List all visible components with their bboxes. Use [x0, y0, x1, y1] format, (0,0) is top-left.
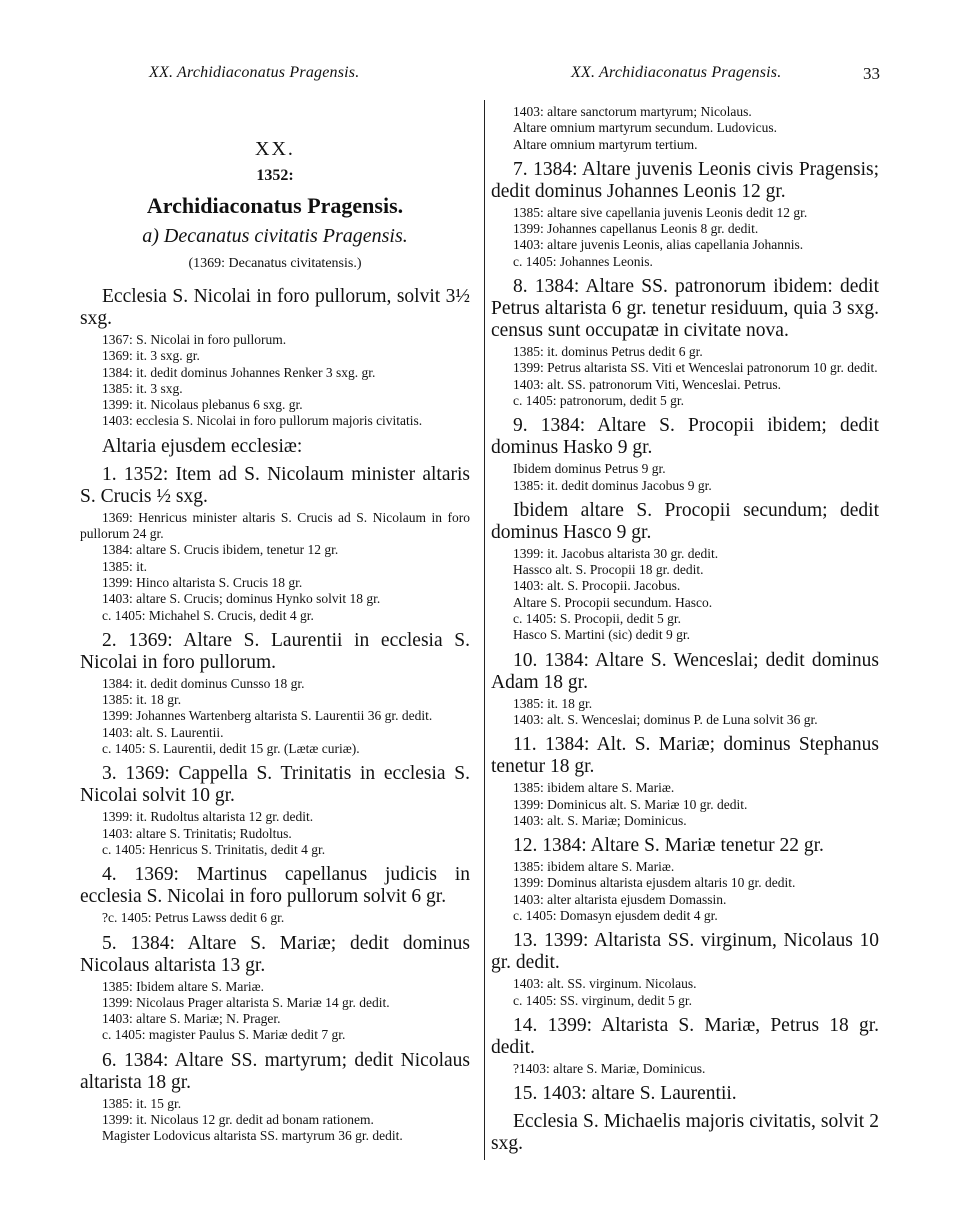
- entry-heading: Ecclesia S. Michaelis majoris civitatis, solvit 2 sxg.: [491, 1111, 879, 1155]
- entry-heading: 9. 1384: Altare S. Procopii ibidem; dedit dominus Hasko 9 gr.: [491, 415, 879, 459]
- entry-line: 1385: it. 18 gr.: [102, 692, 182, 708]
- entry-line: 1399: Johannes capellanus Leonis 8 gr. dedit.: [513, 221, 759, 237]
- entry-heading: Ecclesia S. Nicolai in foro pullorum, solvit 3½ sxg.: [80, 286, 470, 329]
- left-column: [80, 104, 470, 1145]
- entry-line: 1385: it. 18 gr.: [513, 695, 593, 711]
- section-note: (1369: Decanatus civitatensis.): [188, 256, 362, 271]
- entry-line: 1399: Petrus altarista SS. Viti et Wenceslai patronorum 10 gr. dedit.: [513, 360, 878, 376]
- entry-line: 1399: it. Rudoltus altarista 12 gr. dedit.: [102, 809, 314, 825]
- entry-line: 1385: it.: [102, 558, 148, 574]
- entry-heading: 11. 1384: Alt. S. Mariæ; dominus Stephanus tenetur 18 gr.: [491, 734, 879, 778]
- entry-line: 1403: altare S. Crucis; dominus Hynko solvit 18 gr.: [102, 591, 381, 607]
- entry-line: 1403: altare juvenis Leonis, alias capellania Johannis.: [513, 237, 804, 253]
- entry-line: 1384: it. dedit dominus Johannes Renker 3 sxg. gr.: [102, 364, 376, 380]
- entry-line: 1384: altare S. Crucis ibidem, tenetur 12 gr.: [102, 542, 339, 558]
- entry-line: Altare S. Procopii secundum. Hasco.: [513, 594, 713, 610]
- section-heading: [80, 138, 470, 272]
- entry-heading: 13. 1399: Altarista SS. virginum, Nicolaus 10 gr. dedit.: [491, 930, 879, 974]
- entry-line: 1399: Hinco altarista S. Crucis 18 gr.: [102, 574, 303, 590]
- entry-line: 1403: alt. S. Wenceslai; dominus P. de Luna solvit 36 gr.: [513, 711, 818, 727]
- entry-line: 1369: it. 3 sxg. gr.: [102, 348, 200, 364]
- entry-line: 1403: alt. SS. virginum. Nicolaus.: [513, 976, 697, 992]
- entry-line: 1403: alt. SS. patronorum Viti, Wenceslai. Petrus.: [513, 376, 781, 392]
- page-number: 33: [863, 64, 880, 83]
- entry-line: 1399: it. Nicolaus 12 gr. dedit ad bonam rationem.: [102, 1112, 374, 1128]
- entry-line: Hasco S. Martini (sic) dedit 9 gr.: [513, 627, 690, 643]
- entry-line: 1385: it. 3 sxg.: [102, 380, 183, 396]
- entry-line: c. 1405: Michahel S. Crucis, dedit 4 gr.: [102, 607, 314, 623]
- entry-heading: 14. 1399: Altarista S. Mariæ, Petrus 18 gr. dedit.: [491, 1014, 879, 1058]
- right-column: [491, 104, 879, 1157]
- entry-line: 1399: Dominicus alt. S. Mariæ 10 gr. dedit.: [513, 796, 748, 812]
- entry-line: 1399: Nicolaus Prager altarista S. Mariæ 14 gr. dedit.: [102, 994, 390, 1010]
- entry-line: 1367: S. Nicolai in foro pullorum.: [102, 332, 287, 347]
- entry-line: c. 1405: S. Laurentii, dedit 15 gr. (Lætæ curiæ).: [102, 741, 360, 757]
- entry-line: 1399: it. Jacobus altarista 30 gr. dedit.: [513, 545, 719, 561]
- entry-line: c. 1405: patronorum, dedit 5 gr.: [513, 392, 684, 408]
- entry-line: ?c. 1405: Petrus Lawss dedit 6 gr.: [102, 910, 285, 926]
- entry-line: Altare omnium martyrum tertium.: [513, 136, 698, 152]
- entry-line: 1403: altare S. Mariæ; N. Prager.: [102, 1011, 281, 1027]
- entry-heading: Ibidem altare S. Procopii secundum; dedit dominus Hasco 9 gr.: [491, 499, 879, 543]
- section-title: Archidiaconatus Pragensis.: [146, 193, 404, 218]
- entry-line: 1403: altare sanctorum martyrum; Nicolaus.: [513, 104, 752, 119]
- entry-heading: 12. 1384: Altare S. Mariæ tenetur 22 gr.: [513, 835, 824, 857]
- right-entries: [491, 104, 879, 1155]
- entry-line: 1369: Henricus minister altaris S. Crucis ad S. Nicolaum in foro pullorum 24 gr.: [80, 509, 470, 542]
- entry-line: 1403: alt. S. Mariæ; Dominicus.: [513, 812, 687, 828]
- entry-line: 1403: alt. S. Procopii. Jacobus.: [513, 578, 681, 594]
- entry-line: 1385: ibidem altare S. Mariæ.: [513, 780, 675, 796]
- entry-line: 1403: ecclesia S. Nicolai in foro pullorum majoris civitatis.: [102, 413, 423, 429]
- entry-line: ?1403: altare S. Mariæ, Dominicus.: [513, 1060, 706, 1076]
- entry-heading: Altaria ejusdem ecclesiæ:: [102, 435, 303, 457]
- entry-line: c. 1405: Johannes Leonis.: [513, 253, 653, 269]
- entry-line: Ibidem dominus Petrus 9 gr.: [513, 461, 666, 477]
- section-number: XX.: [255, 138, 295, 160]
- entry-heading: 5. 1384: Altare S. Mariæ; dedit dominus Nicolaus altarista 13 gr.: [80, 932, 470, 976]
- entry-line: 1385: Ibidem altare S. Mariæ.: [102, 978, 264, 994]
- entry-line: Magister Lodovicus altarista SS. martyrum 36 gr. dedit.: [102, 1128, 403, 1144]
- entry-line: 1403: alt. S. Laurentii.: [102, 724, 224, 740]
- running-head-left: XX. Archidiaconatus Pragensis.: [149, 64, 360, 81]
- running-head-right: XX. Archidiaconatus Pragensis.: [571, 64, 782, 81]
- entry-line: 1385: it. dedit dominus Jacobus 9 gr.: [513, 477, 712, 493]
- entry-line: 1384: it. dedit dominus Cunsso 18 gr.: [102, 675, 305, 691]
- entry-line: 1385: it. dominus Petrus dedit 6 gr.: [513, 344, 703, 360]
- entry-line: 1403: altare S. Trinitatis; Rudoltus.: [102, 825, 292, 841]
- entry-heading: 15. 1403: altare S. Laurentii.: [513, 1083, 737, 1105]
- entry-line: c. 1405: Henricus S. Trinitatis, dedit 4 gr.: [102, 841, 326, 857]
- entry-heading: 10. 1384: Altare S. Wenceslai; dedit dominus Adam 18 gr.: [491, 649, 879, 693]
- entry-line: 1403: alter altarista ejusdem Domassin.: [513, 891, 727, 907]
- entry-line: Altare omnium martyrum secundum. Ludovicus.: [513, 120, 777, 136]
- entry-heading: 3. 1369: Cappella S. Trinitatis in ecclesia S. Nicolai solvit 10 gr.: [80, 763, 470, 807]
- entry-heading: 1. 1352: Item ad S. Nicolaum minister altaris S. Crucis ½ sxg.: [80, 463, 470, 507]
- column-divider: [484, 100, 485, 1160]
- section-subtitle: a) Decanatus civitatis Pragensis.: [142, 225, 408, 247]
- entry-heading: 8. 1384: Altare SS. patronorum ibidem: dedit Petrus altarista 6 gr. tenetur residuum, quia 3 sxg. census sunt occupatæ in civitate nova.: [491, 276, 879, 342]
- entry-heading: 4. 1369: Martinus capellanus judicis in ecclesia S. Nicolai in foro pullorum solvit 6 gr.: [80, 864, 470, 908]
- entry-line: Hassco alt. S. Procopii 18 gr. dedit.: [513, 562, 704, 578]
- entry-heading: 6. 1384: Altare SS. martyrum; dedit Nicolaus altarista 18 gr.: [80, 1049, 470, 1093]
- entry-line: c. 1405: Domasyn ejusdem dedit 4 gr.: [513, 908, 718, 924]
- entry-line: 1399: it. Nicolaus plebanus 6 sxg. gr.: [102, 397, 303, 413]
- entry-line: 1399: Johannes Wartenberg altarista S. Laurentii 36 gr. dedit.: [102, 708, 433, 724]
- entry-line: c. 1405: S. Procopii, dedit 5 gr.: [513, 611, 681, 627]
- section-year: 1352:: [256, 167, 294, 184]
- entry-line: 1399: Dominus altarista ejusdem altaris 10 gr. dedit.: [513, 875, 796, 891]
- entry-line: 1385: altare sive capellania juvenis Leonis dedit 12 gr.: [513, 204, 808, 220]
- entry-heading: 7. 1384: Altare juvenis Leonis civis Pragensis; dedit dominus Johannes Leonis 12 gr.: [491, 158, 879, 202]
- entry-heading: 2. 1369: Altare S. Laurentii in ecclesia S. Nicolai in foro pullorum.: [80, 629, 470, 673]
- left-entries: [80, 286, 470, 1145]
- entry-line: 1385: ibidem altare S. Mariæ.: [513, 859, 675, 875]
- entry-line: 1385: it. 15 gr.: [102, 1095, 182, 1111]
- entry-line: c. 1405: magister Paulus S. Mariæ dedit 7 gr.: [102, 1027, 346, 1043]
- entry-line: c. 1405: SS. virginum, dedit 5 gr.: [513, 992, 693, 1008]
